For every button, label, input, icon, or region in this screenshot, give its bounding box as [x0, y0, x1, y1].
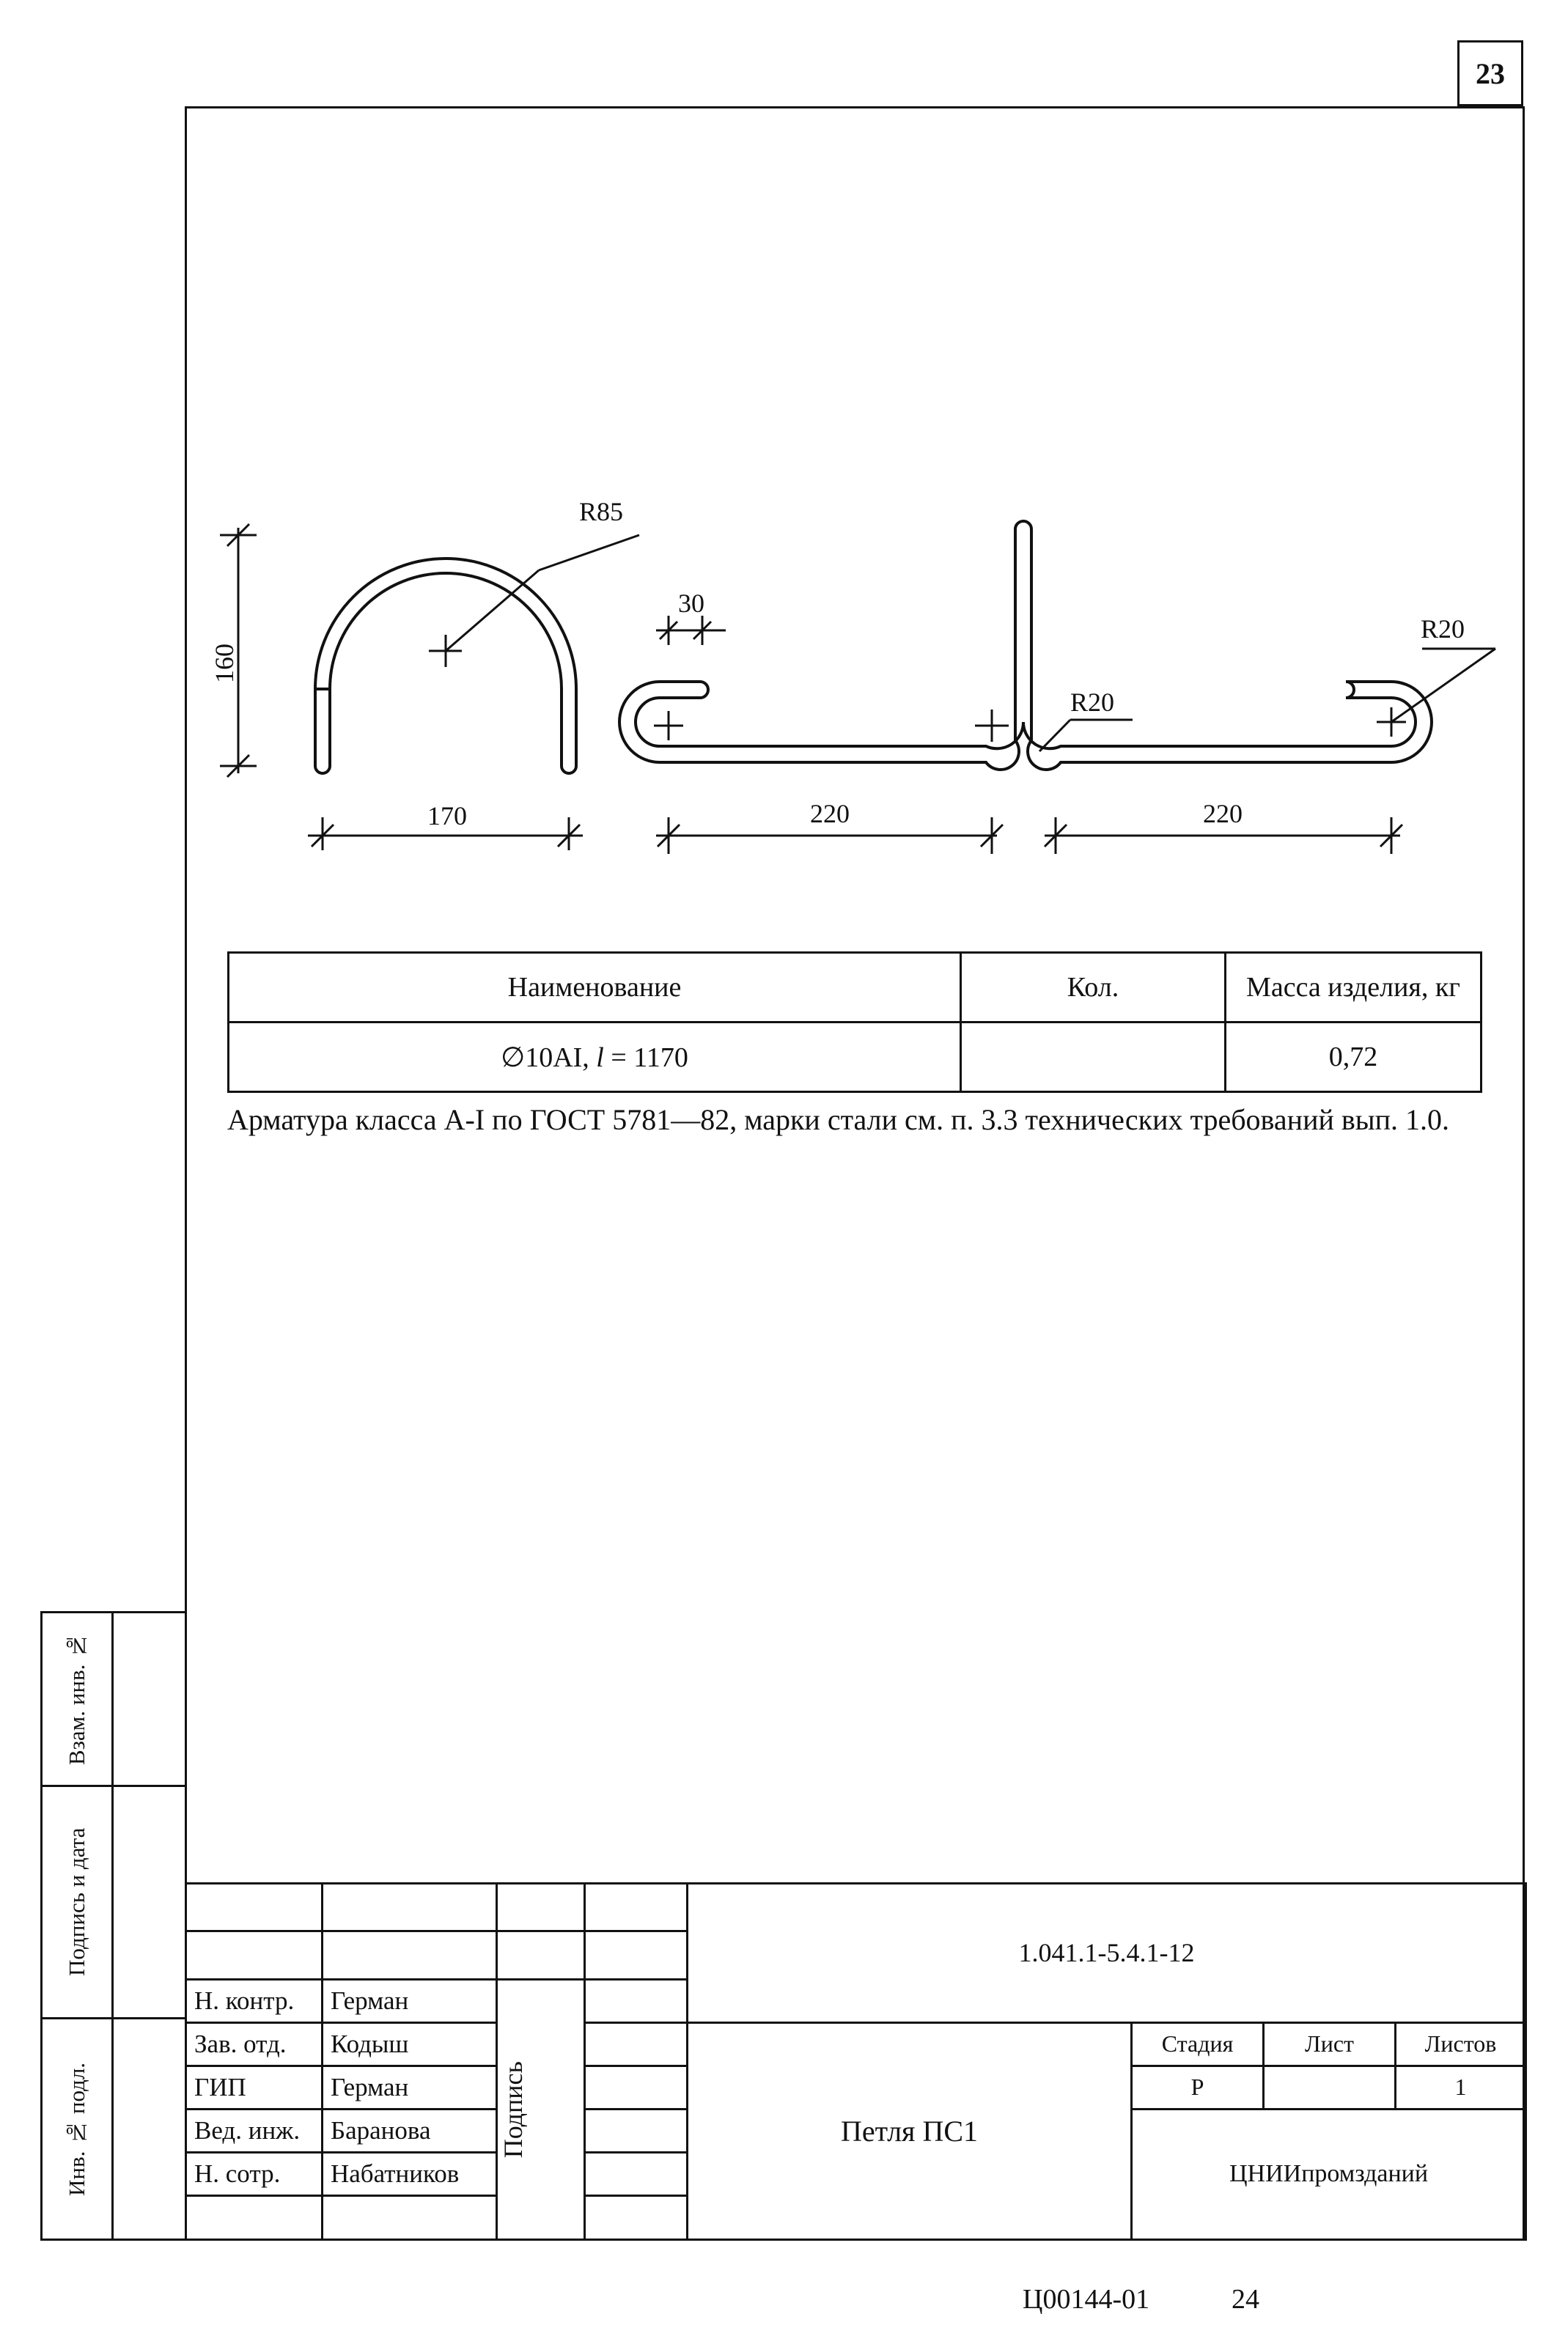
dim-170: 170: [427, 801, 467, 830]
spec-row: [229, 1023, 1481, 1092]
spec-mass: 0,72: [1226, 1023, 1481, 1092]
role-n-kontr: Н. контр.: [186, 1979, 323, 2022]
drawing-title: Петля ПС1: [688, 2022, 1132, 2239]
dim-220-left: 220: [810, 799, 850, 828]
stage-value: Р: [1132, 2066, 1264, 2109]
side-podpis-value: [111, 1785, 187, 2019]
name-ved-inzh: Баранова: [323, 2109, 497, 2152]
sheet-number: 23: [1457, 40, 1523, 106]
organization: ЦНИИпромзданий: [1132, 2109, 1526, 2239]
left-hook-bar: [619, 521, 1432, 770]
spec-header-row: [229, 953, 1481, 1023]
dim-r20-mid: R20: [1070, 688, 1115, 717]
dim-30: 30: [678, 589, 704, 618]
note-text: Арматура класса А-I по ГОСТ 5781—82, марки стали см. п. 3.3 технических требований вып. 1.0.: [227, 1103, 1450, 1136]
signature-label: Подпись: [498, 2060, 528, 2158]
sheet-header: Лист: [1264, 2022, 1396, 2066]
name-gip: Герман: [323, 2066, 497, 2109]
spec-qty: [961, 1023, 1226, 1092]
dim-160: 160: [210, 644, 239, 683]
dim-r85: R85: [579, 497, 624, 526]
role-gip: ГИП: [186, 2066, 323, 2109]
footer-page: 24: [1232, 2284, 1259, 2315]
side-inv-value: [111, 2017, 187, 2241]
title-block: [185, 1882, 1527, 2241]
name-n-sotr: Набатников: [323, 2152, 497, 2195]
u-loop-inner: [330, 573, 562, 766]
sheets-header: Листов: [1396, 2022, 1526, 2066]
rebar-loop-drawing: [0, 0, 1568, 916]
stage-header: Стадия: [1132, 2022, 1264, 2066]
side-inv-label: Инв. № подл.: [40, 2017, 114, 2241]
name-zav-otd: Кодыш: [323, 2022, 497, 2066]
side-vzam-value: [111, 1611, 187, 1787]
sheet-value: [1264, 2066, 1396, 2109]
dim-220-right: 220: [1203, 799, 1243, 828]
name-n-kontr: Герман: [323, 1979, 497, 2022]
role-n-sotr: Н. сотр.: [186, 2152, 323, 2195]
sheets-value: 1: [1396, 2066, 1526, 2109]
col-mass-header: Масса изделия, кг: [1226, 953, 1481, 1023]
footer-code: Ц00144-01: [1023, 2284, 1150, 2315]
col-qty-header: Кол.: [961, 953, 1226, 1023]
doc-code: 1.041.1-5.4.1-12: [688, 1884, 1526, 2023]
col-name-header: Наименование: [229, 953, 961, 1023]
spec-name: ∅10AI, l = 1170: [229, 1023, 961, 1092]
side-vzam-label: Взам. инв. №: [40, 1611, 114, 1787]
dim-r20-right: R20: [1421, 614, 1465, 644]
side-podpis-label: Подпись и дата: [40, 1785, 114, 2019]
spec-table: [227, 951, 1482, 1093]
role-zav-otd: Зав. отд.: [186, 2022, 323, 2066]
role-ved-inzh: Вед. инж.: [186, 2109, 323, 2152]
